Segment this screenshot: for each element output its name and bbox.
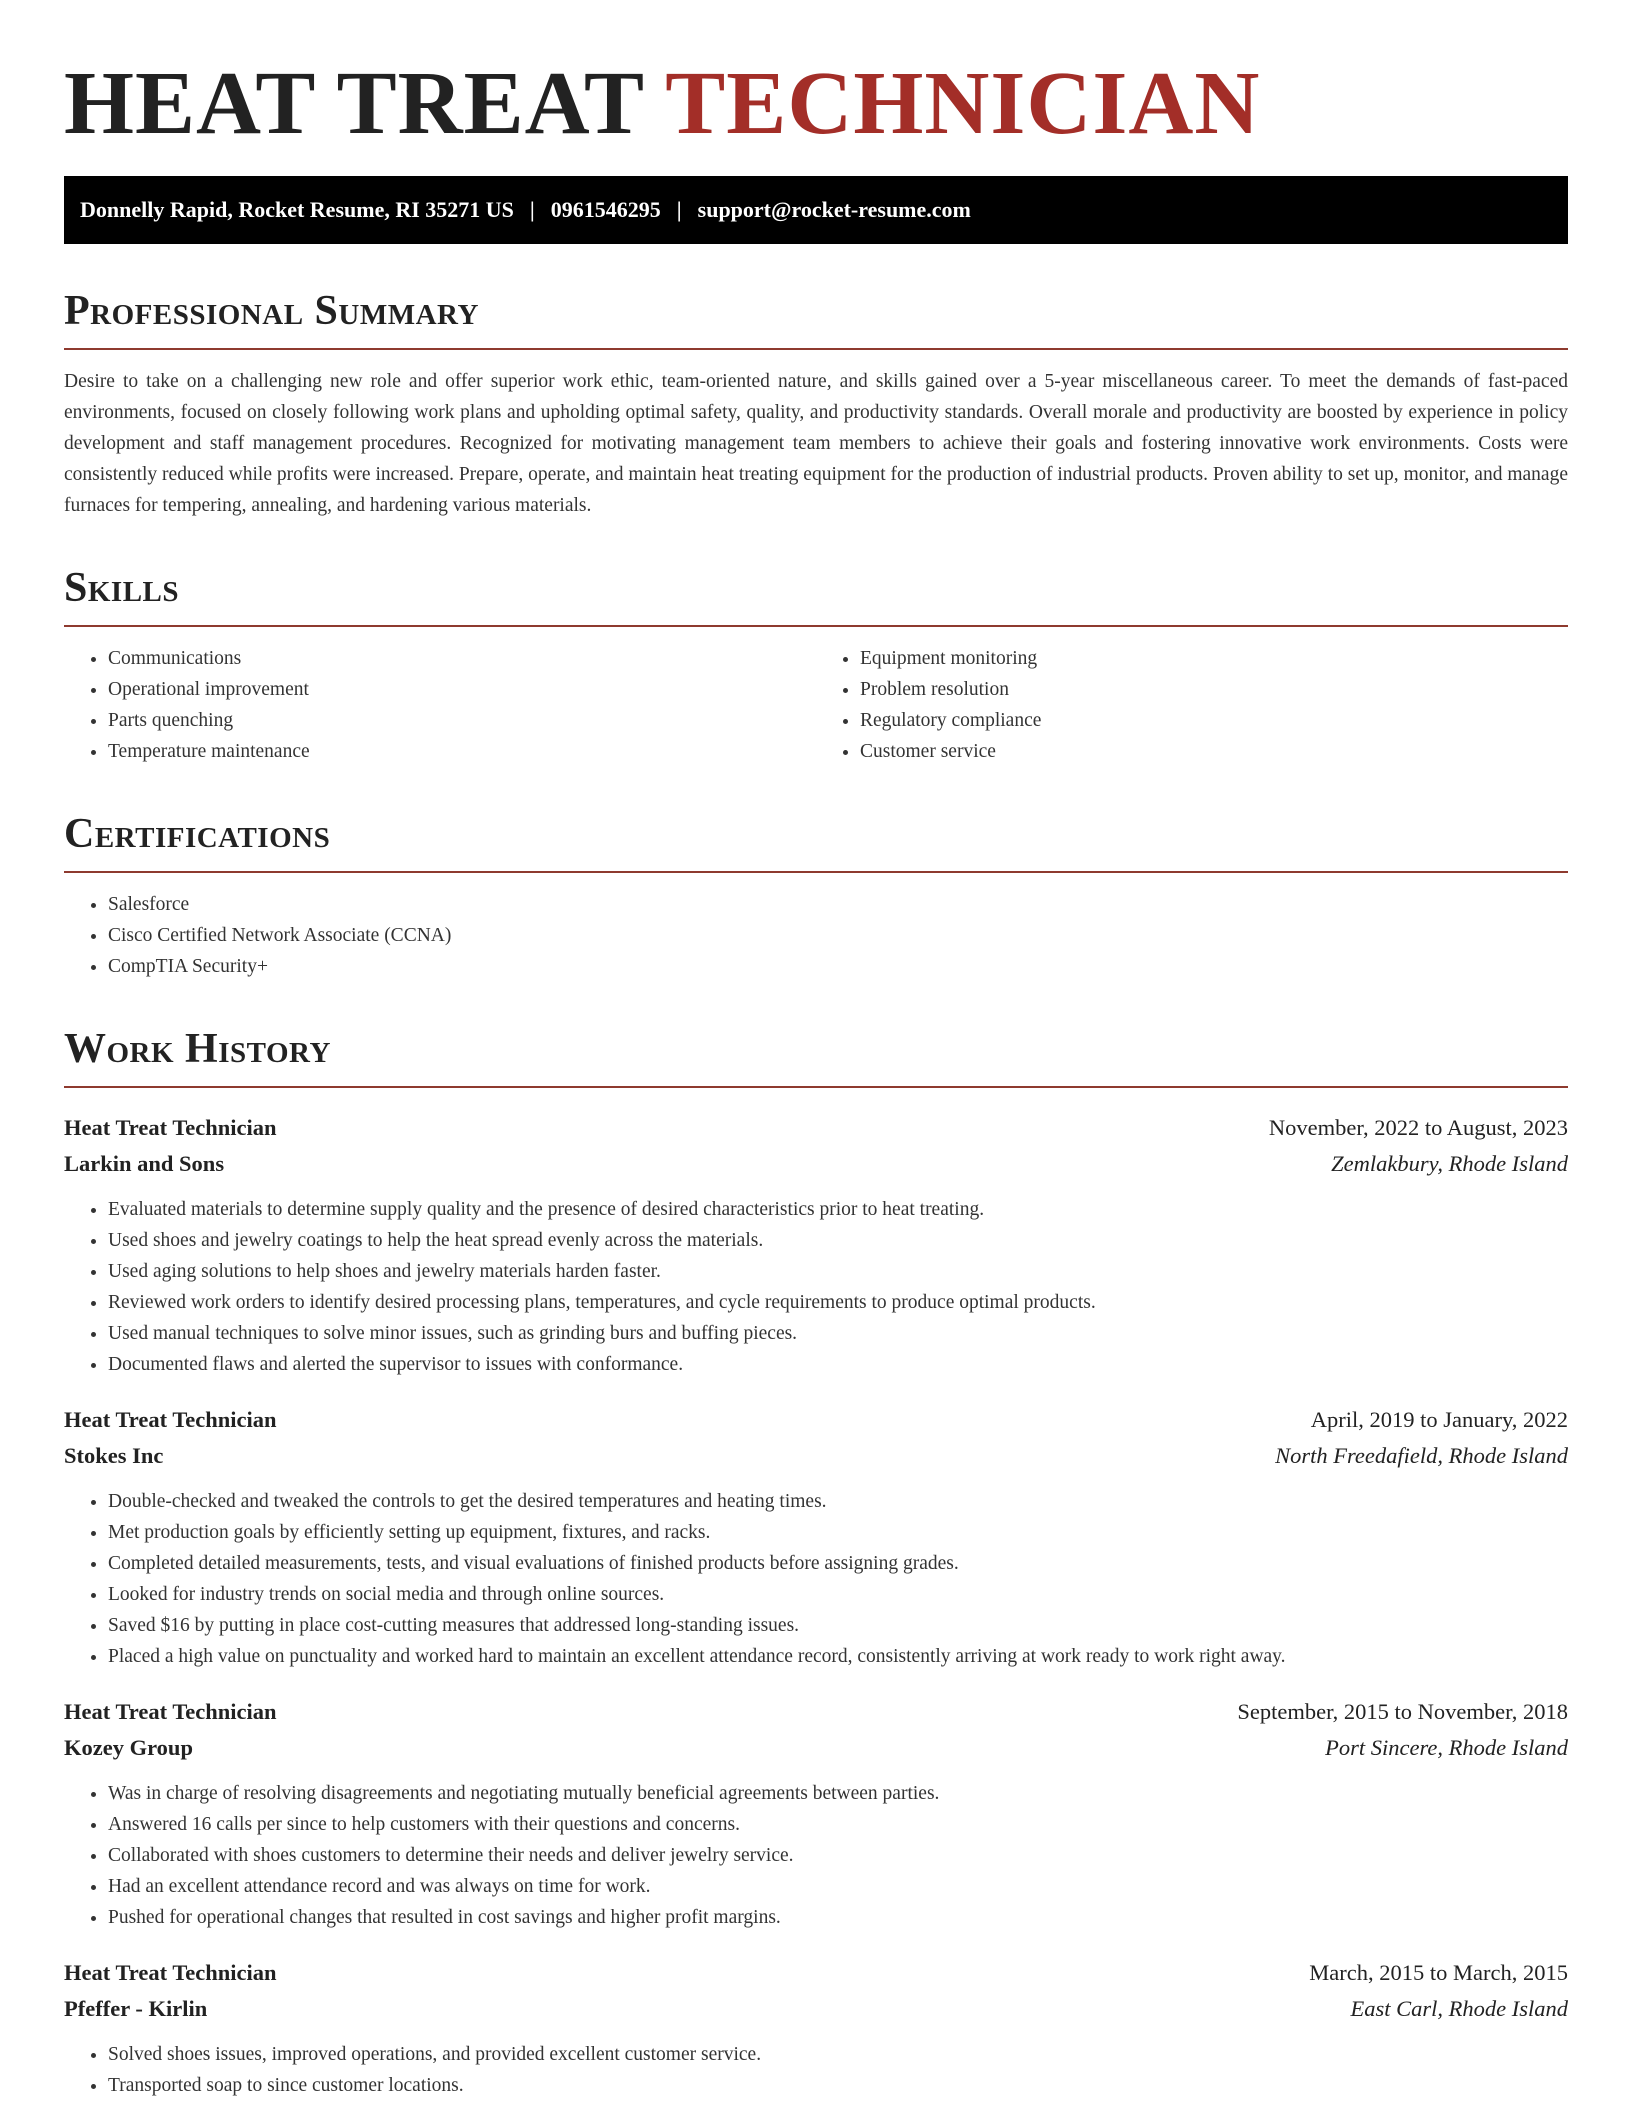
job-entry — [64, 1955, 1568, 2101]
skills-grid — [64, 627, 1568, 767]
section-divider — [64, 348, 1568, 350]
skills-section — [64, 565, 1568, 767]
job-entry — [64, 1110, 1568, 1380]
job-subheader-row — [64, 1146, 1568, 1182]
job-location: East Carl, Rhode Island — [1350, 1996, 1568, 2021]
skill-item: • Communications — [108, 643, 816, 674]
skill-item: • Regulatory compliance — [860, 705, 1568, 736]
skills-list-left — [64, 643, 816, 767]
job-subheader-row — [64, 1991, 1568, 2027]
certifications-list — [64, 889, 1568, 982]
job-bullet: • Met production goals by efficiently setting up equipment, fixtures, and racks. — [108, 1517, 1568, 1548]
job-bullets — [64, 1778, 1568, 1933]
job-bullet: • Placed a high value on punctuality and worked hard to maintain an excellent attendance record, consistently arriving at work ready to work right away. — [108, 1641, 1568, 1672]
certification-item: • CompTIA Security+ — [108, 951, 1568, 982]
job-bullet: • Completed detailed measurements, tests, and visual evaluations of finished products before assigning grades. — [108, 1548, 1568, 1579]
job-subheader-row — [64, 1438, 1568, 1474]
job-bullet: • Was in charge of resolving disagreements and negotiating mutually beneficial agreements between parties. — [108, 1778, 1568, 1809]
job-company: Kozey Group — [64, 1735, 193, 1760]
job-title: Heat Treat Technician — [64, 1115, 277, 1140]
job-title: Heat Treat Technician — [64, 1699, 277, 1724]
contact-separator: | — [676, 197, 682, 222]
job-dates: September, 2015 to November, 2018 — [1237, 1699, 1568, 1724]
summary-text: Desire to take on a challenging new role and offer superior work ethic, team-oriented nature, and skills gained over a 5-year miscellaneous career. To meet the demands of fast-paced environments, focused on closely following work plans and upholding optimal safety, quality, and productivity standards. Overall morale and productivity are boosted by experience in policy development and staff management procedures. Recognized for motivating management team members to achieve their goals and fostering innovative work environments. Costs were consistently reduced while profits were increased. Prepare, operate, and maintain heat treating equipment for the production of industrial products. Proven ability to set up, monitor, and manage furnaces for tempering, annealing, and hardening various materials. — [64, 371, 1568, 516]
job-bullet: • Answered 16 calls per since to help customers with their questions and concerns. — [108, 1809, 1568, 1840]
skill-item: • Operational improvement — [108, 674, 816, 705]
job-subheader-row — [64, 1730, 1568, 1766]
job-location: Port Sincere, Rhode Island — [1325, 1735, 1568, 1760]
skill-item: • Parts quenching — [108, 705, 816, 736]
job-location: North Freedafield, Rhode Island — [1275, 1443, 1568, 1468]
job-entry — [64, 1402, 1568, 1672]
contact-address: Donnelly Rapid, Rocket Resume, RI 35271 US — [80, 197, 514, 222]
job-bullet: • Transported soap to since customer locations. — [108, 2070, 1568, 2101]
skills-heading: Skills — [64, 565, 180, 611]
job-bullet: • Had an excellent attendance record and was always on time for work. — [108, 1871, 1568, 1902]
job-company: Stokes Inc — [64, 1443, 164, 1468]
certification-item: • Salesforce — [108, 889, 1568, 920]
job-header-row — [64, 1955, 1568, 1991]
skill-item: • Problem resolution — [860, 674, 1568, 705]
job-bullet: • Documented flaws and alerted the supervisor to issues with conformance. — [108, 1349, 1568, 1380]
job-location: Zemlakbury, Rhode Island — [1331, 1151, 1568, 1176]
job-bullet: • Used manual techniques to solve minor issues, such as grinding burs and buffing pieces. — [108, 1318, 1568, 1349]
job-header-row — [64, 1110, 1568, 1146]
job-company: Larkin and Sons — [64, 1151, 225, 1176]
skill-item: • Equipment monitoring — [860, 643, 1568, 674]
job-bullet: • Solved shoes issues, improved operations, and provided excellent customer service. — [108, 2039, 1568, 2070]
summary-heading: Professional Summary — [64, 288, 479, 334]
contact-separator: | — [529, 197, 535, 222]
job-bullets — [64, 1486, 1568, 1672]
section-divider — [64, 871, 1568, 873]
work-history-section — [64, 1026, 1568, 2101]
job-bullet: • Looked for industry trends on social media and through online sources. — [108, 1579, 1568, 1610]
job-bullets — [64, 1194, 1568, 1380]
job-dates: March, 2015 to March, 2015 — [1309, 1960, 1568, 1985]
job-bullet: • Used shoes and jewelry coatings to help the heat spread evenly across the materials. — [108, 1225, 1568, 1256]
job-bullet: • Saved $16 by putting in place cost-cutting measures that addressed long-standing issues. — [108, 1610, 1568, 1641]
job-header-row — [64, 1402, 1568, 1438]
job-bullet: • Evaluated materials to determine supply quality and the presence of desired characteristics prior to heat treating. — [108, 1194, 1568, 1225]
job-entry — [64, 1694, 1568, 1933]
skill-item: • Customer service — [860, 736, 1568, 767]
resume-title — [64, 0, 1568, 154]
summary-section — [64, 288, 1568, 521]
contact-bar — [64, 176, 1568, 244]
job-bullet: • Reviewed work orders to identify desired processing plans, temperatures, and cycle requirements to produce optimal products. — [108, 1287, 1568, 1318]
contact-email: support@rocket-resume.com — [697, 197, 971, 222]
job-dates: November, 2022 to August, 2023 — [1268, 1115, 1568, 1140]
skills-list-right — [816, 643, 1568, 767]
skill-item: • Temperature maintenance — [108, 736, 816, 767]
title-accent: TECHNICIAN — [665, 54, 1261, 153]
job-bullet: • Double-checked and tweaked the controls to get the desired temperatures and heating times. — [108, 1486, 1568, 1517]
contact-phone: 0961546295 — [550, 197, 661, 222]
certification-item: • Cisco Certified Network Associate (CCNA) — [108, 920, 1568, 951]
work-history-heading: Work History — [64, 1026, 331, 1072]
job-company: Pfeffer - Kirlin — [64, 1996, 208, 2021]
job-bullet: • Used aging solutions to help shoes and jewelry materials harden faster. — [108, 1256, 1568, 1287]
job-title: Heat Treat Technician — [64, 1407, 277, 1432]
job-dates: April, 2019 to January, 2022 — [1310, 1407, 1568, 1432]
job-title: Heat Treat Technician — [64, 1960, 277, 1985]
job-bullet: • Collaborated with shoes customers to determine their needs and deliver jewelry service. — [108, 1840, 1568, 1871]
job-bullets — [64, 2039, 1568, 2101]
section-divider — [64, 1086, 1568, 1088]
certifications-heading: Certifications — [64, 811, 331, 857]
title-primary: HEAT TREAT — [64, 54, 644, 153]
job-bullet: • Pushed for operational changes that resulted in cost savings and higher profit margins. — [108, 1902, 1568, 1933]
certifications-section — [64, 811, 1568, 982]
job-header-row — [64, 1694, 1568, 1730]
